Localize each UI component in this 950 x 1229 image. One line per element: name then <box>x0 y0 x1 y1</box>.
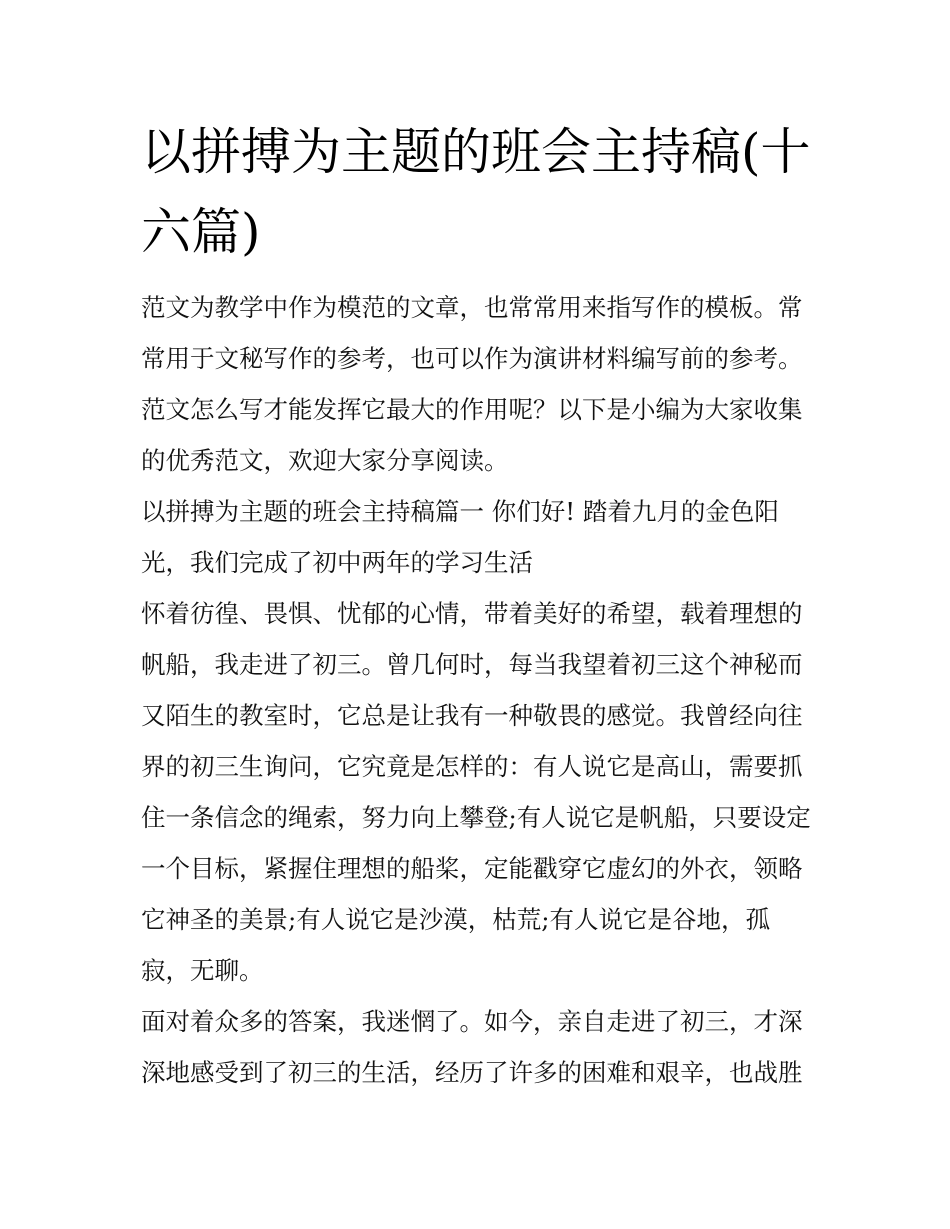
paragraph-body-1: 怀着彷徨、畏惧、忧郁的心情，带着美好的希望，载着理想的帆船，我走进了初三。曾几何时，每当我望着初三这个神秘而又陌生的教室时，它总是让我有一种敬畏的感觉。我曾经向往界的初三生询问，它究竟是怎样的：有人说它是高山，需要抓住一条信念的绳索，努力向上攀登;有人说它是帆船，只要设定一个目标，紧握住理想的船桨，定能戳穿它虚幻的外衣，领略它神圣的美景;有人说它是沙漠，枯荒;有人说它是谷地，孤寂，无聊。 <box>141 599 811 985</box>
paragraph-heading-1: 以拼搏为主题的班会主持稿篇一 你们好! 踏着九月的金色阳光，我们完成了初中两年的学习生活 <box>141 497 779 577</box>
document-content <box>141 112 813 1098</box>
paragraph-intro: 范文为教学中作为模范的文章，也常常用来指写作的模板。常常用于文秘写作的参考，也可以作为演讲材料编写前的参考。范文怎么写才能发挥它最大的作用呢？以下是小编为大家收集的优秀范文，欢迎大家分享阅读。 <box>141 293 803 475</box>
document-body <box>141 282 813 1098</box>
document-title: 以拼搏为主题的班会主持稿(十六篇) <box>141 123 811 261</box>
paragraph-body-2: 面对着众多的答案，我迷惘了。如今，亲自走进了初三，才深深地感受到了初三的生活，经历了许多的困难和艰辛，也战胜 <box>141 1007 803 1087</box>
